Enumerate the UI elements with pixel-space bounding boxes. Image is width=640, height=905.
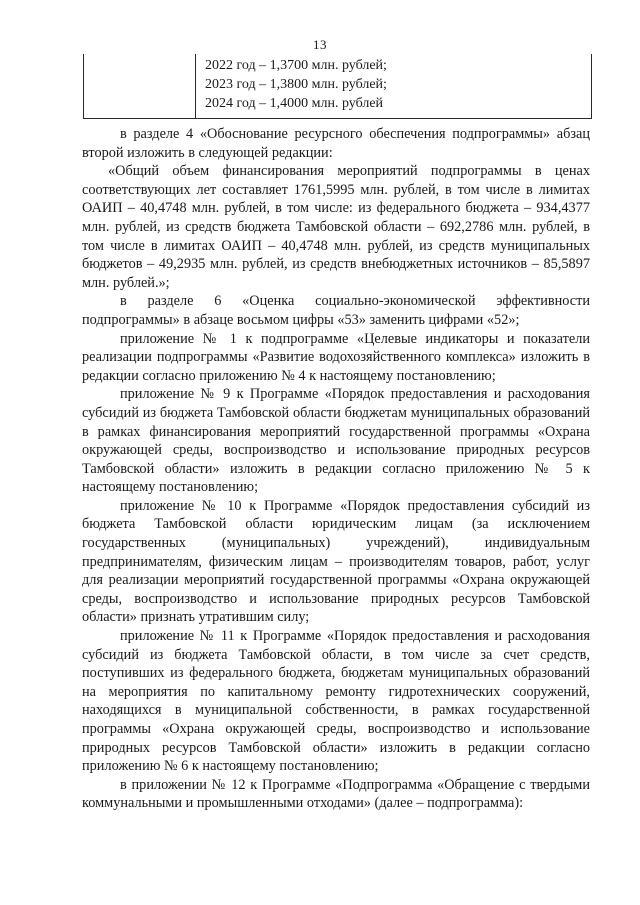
table-row-2024: 2024 год – 1,4000 млн. рублей xyxy=(205,96,384,111)
paragraph-appendix-10: приложение № 10 к Программе «Порядок предоставления субсидий из бюджета Тамбовской области юридическим лицам (за исключением государственных (муниципальных) учреждений), индивидуальным предпринимателям, физическим лицам – производителям товаров, работ, услуг для реализации мероприятий государственной программы «Охрана окружающей среды, воспроизводство и использование природных ресурсов Тамбовской области» признать утратившим силу; xyxy=(82,497,590,626)
table-row-2022: 2022 год – 1,3700 млн. рублей; xyxy=(205,58,387,73)
paragraph-appendix-12: в приложении № 12 к Программе «Подпрограмма «Обращение с твердыми коммунальными и промышленными отходами» (далее – подпрограмма): xyxy=(82,776,590,812)
paragraph-appendix-1: приложение № 1 к подпрограмме «Целевые индикаторы и показатели реализации подпрограммы «Развитие водохозяйственного комплекса» изложить в редакции согласно приложению № 4 к настоящему постановлению; xyxy=(82,330,590,384)
paragraph-appendix-9: приложение № 9 к Программе «Порядок предоставления и расходования субсидий из бюджета Тамбовской области бюджетам муниципальных образований в рамках финансирования мероприятий государственной программы «Охрана окружающей среды, воспроизводство и использование природных ресурсов Тамбовской области» изложить в редакции согласно приложению № 5 к настоящему постановлению; xyxy=(82,386,590,496)
table-cell-funding-years xyxy=(205,56,387,113)
paragraph-appendix-11: приложение № 11 к Программе «Порядок предоставления и расходования субсидий из бюджета Тамбовской области, в том числе за счет средств, поступивших из федерального бюджета, бюджетам муниципальных образований на мероприятия по капитальному ремонту гидротехнических сооружений, находящихся в муниципальной собственности, в рамках государственной программы «Охрана окружающей среды, воспроизводство и использование природных ресурсов Тамбовской области» изложить в редакции согласно приложению № 6 к настоящему постановлению; xyxy=(82,628,590,775)
table-row-2023: 2023 год – 1,3800 млн. рублей; xyxy=(205,77,387,92)
document-body xyxy=(82,125,590,813)
paragraph-section-4: в разделе 4 «Обоснование ресурсного обеспечения подпрограммы» абзац второй изложить в следующей редакции: xyxy=(82,126,590,161)
paragraph-section-6: в разделе 6 «Оценка социально-экономической эффективности подпрограммы» в абзаце восьмом цифры «53» заменить цифрами «52»; xyxy=(82,293,590,328)
paragraph-funding-quote: «Общий объем финансирования мероприятий подпрограммы в ценах соответствующих лет составляет 1761,5995 млн. рублей, в том числе в лимитах ОАИП – 40,4748 млн. рублей, в том числе: из федерального бюджета – 934,4377 млн. рублей, из средств бюджета Тамбовской области – 692,2786 млн. рублей, в том числе в лимитах ОАИП – 40,4748 млн. рублей, из средств муниципальных бюджетов – 49,2935 млн. рублей, из средств внебюджетных источников – 85,5897 млн. рублей.»; xyxy=(82,163,590,291)
page-number: 13 xyxy=(313,37,327,52)
table-column-divider xyxy=(195,54,196,119)
